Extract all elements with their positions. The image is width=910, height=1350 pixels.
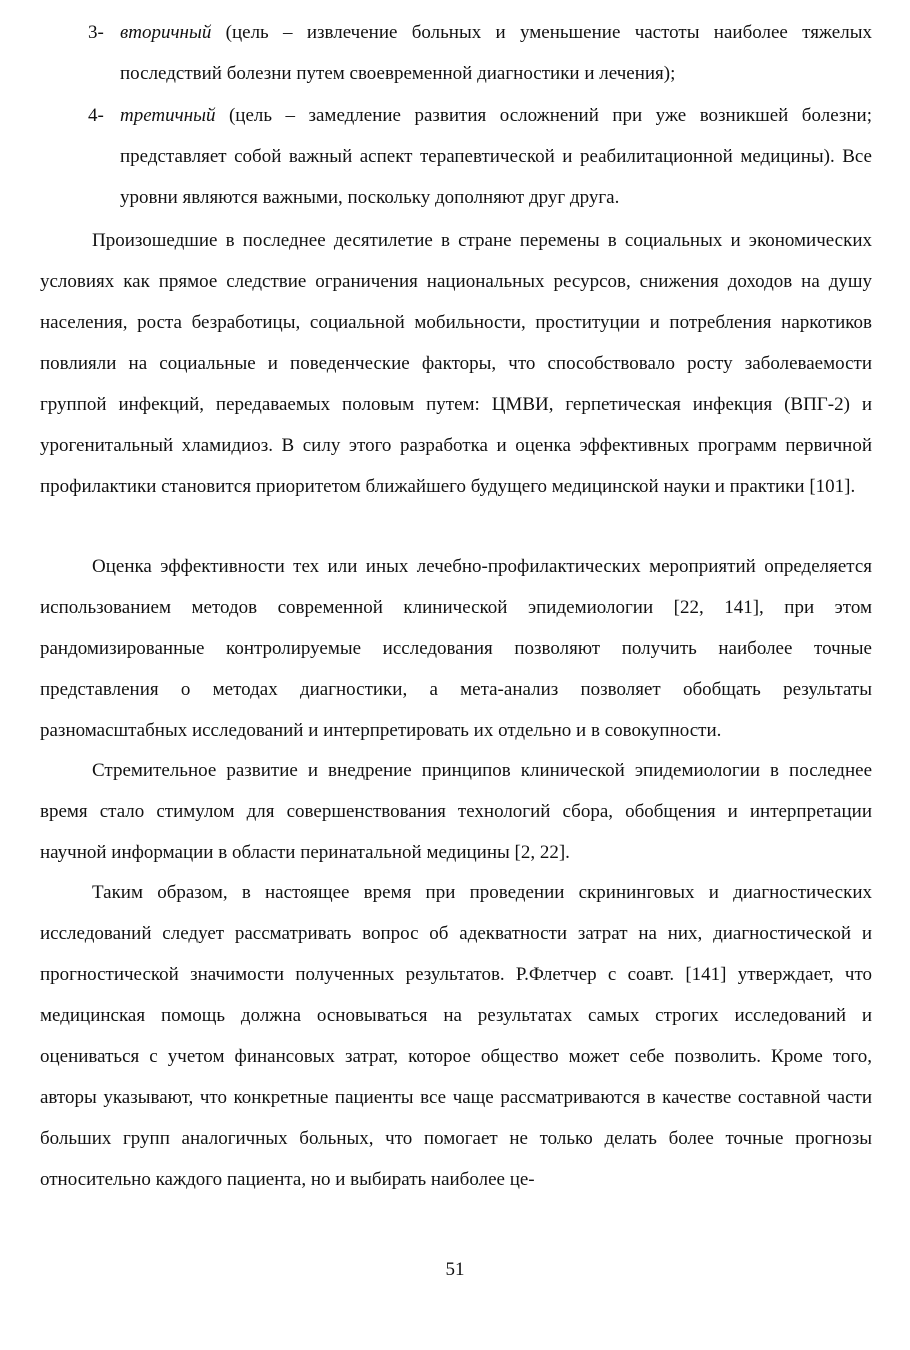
list-item-number: 3- [88,22,104,43]
list-item-text: (цель – замедление развития осложнений при уже возникшей болезни; представляет собой важный аспект терапевтической и реабилитационной медицины). Все уровни являются важными, поскольку дополняют друг друга. [120,105,872,208]
list-item-4 [88,95,872,218]
list-item-body [120,12,872,94]
list-item-3 [88,12,872,94]
paragraph-clinical-epidemiology: Стремительное развитие и внедрение принципов клинической эпидемиологии в последнее время стало стимулом для совершенствования технологий сбора, обобщения и интерпретации научной информации в области перинатальной медицины [2, 22]. [40,760,872,863]
list-item-term: третичный [120,105,216,126]
paragraph-screening-costs: Таким образом, в настоящее время при проведении скрининговых и диагностических исследований следует рассматривать вопрос об адекватности затрат на них, диагностической и прогностической значимости полученных результатов. Р.Флетчер с соавт. [141] утверждает, что медицинская помощь должна основываться на результатах самых строгих исследований и оцениваться с учетом финансовых затрат, которое общество может себе позволить. Кроме того, авторы указывают, что конкретные пациенты все чаще рассматриваются в качестве составной части больших групп аналогичных больных, что помогает не только делать более точные прогнозы относительно каждого пациента, но и выбирать наиболее це- [40,882,872,1190]
page-number: 51 [445,1259,465,1280]
list-item-term: вторичный [120,22,212,43]
list-item-number: 4- [88,105,104,126]
paragraph-effectiveness-evaluation: Оценка эффективности тех или иных лечебно-профилактических мероприятий определяется использованием методов современной клинической эпидемиологии [22, 141], при этом рандомизированные контролируемые исследования позволяют получить наиболее точные представления о методах диагностики, а мета-анализ позволяет обобщать результаты разномасштабных исследований и интерпретировать их отдельно и в совокупности. [40,556,872,741]
list-item-text: (цель – извлечение больных и уменьшение частоты наиболее тяжелых последствий болезни путем своевременной диагностики и лечения); [120,22,872,84]
list-item-body [120,95,872,218]
paragraph-social-economic: Произошедшие в последнее десятилетие в стране перемены в социальных и экономических условиях как прямое следствие ограничения национальных ресурсов, снижения доходов на душу населения, роста безработицы, социальной мобильности, проституции и потребления наркотиков повлияли на социальные и поведенческие факторы, что способствовало росту заболеваемости группой инфекций, передаваемых половым путем: ЦМВИ, герпетическая инфекция (ВПГ-2) и урогенитальный хламидиоз. В силу этого разработка и оценка эффективных программ первичной профилактики становится приоритетом ближайшего будущего медицинской науки и практики [101]. [40,230,872,497]
